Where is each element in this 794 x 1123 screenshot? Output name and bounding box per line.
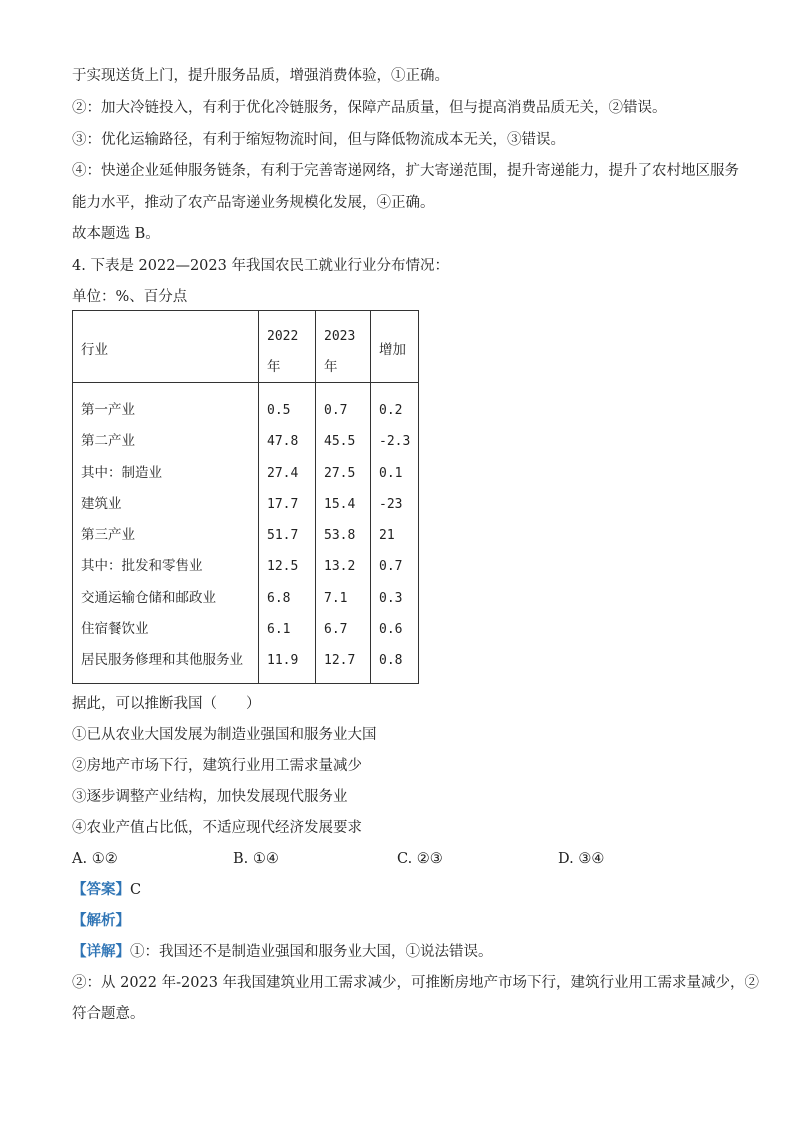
intro-line-1: 于实现送货上门，提升服务品质，增强消费体验，①正确。: [72, 68, 449, 84]
cell-change: 0.3: [379, 590, 403, 606]
option-c: C. ②③: [397, 851, 443, 867]
option-a: A. ①②: [72, 851, 118, 867]
employment-table: [72, 310, 419, 684]
cell-y2023: 45.5: [324, 434, 356, 450]
header-industry: 行业: [81, 342, 108, 358]
intro-line-3: ③：优化运输路径，有利于缩短物流时间，但与降低物流成本无关，③错误。: [72, 132, 565, 148]
option-b: B. ①④: [233, 851, 279, 867]
cell-industry: 住宿餐饮业: [81, 621, 149, 638]
table-unit: 单位：%、百分点: [72, 289, 188, 305]
y2022-column: [259, 383, 315, 683]
cell-industry: 其中：制造业: [81, 464, 162, 481]
cell-industry: 第二产业: [81, 433, 135, 450]
analysis-line: [72, 911, 130, 931]
cell-y2023: 0.7: [324, 403, 348, 418]
cell-industry: 交通运输仓储和邮政业: [81, 589, 216, 606]
cell-y2022: 6.8: [267, 590, 291, 606]
cell-y2022: 51.7: [267, 528, 299, 544]
cell-change: 0.8: [379, 653, 403, 669]
option-d: D. ③④: [558, 851, 605, 867]
cell-change: -2.3: [379, 434, 411, 450]
detail-line-3: 符合题意。: [72, 1006, 145, 1022]
cell-y2022: 0.5: [267, 403, 291, 418]
cell-y2023: 27.5: [324, 465, 356, 481]
analysis-tag: 【解析】: [72, 912, 130, 929]
statement-1: ①已从农业大国发展为制造业强国和服务业大国: [72, 727, 377, 743]
cell-y2023: 7.1: [324, 590, 348, 606]
cell-industry: 第三产业: [81, 527, 135, 544]
cell-y2023: 53.8: [324, 528, 356, 544]
detail-tag: 【详解】: [72, 943, 130, 960]
cell-y2022: 47.8: [267, 434, 299, 450]
cell-y2022: 27.4: [267, 465, 299, 481]
cell-change: 0.7: [379, 559, 403, 575]
cell-change: 0.2: [379, 403, 403, 418]
cell-industry: 居民服务修理和其他服务业: [81, 652, 243, 669]
cell-y2023: 12.7: [324, 653, 356, 669]
change-column: [371, 383, 418, 683]
cell-y2022: 17.7: [267, 496, 299, 512]
cell-change: 0.6: [379, 622, 403, 638]
cell-industry: 其中：批发和零售业: [81, 558, 203, 575]
question-stem: 4. 下表是 2022—2023 年我国农民工就业行业分布情况：: [72, 258, 449, 274]
intro-line-4: ④：快递企业延伸服务链条，有利于完善寄递网络，扩大寄递范围，提升寄递能力，提升了农村地区服务: [72, 163, 739, 179]
answer-tag: 【答案】: [72, 881, 130, 898]
detail-line-2: ②：从 2022 年-2023 年我国建筑业用工需求减少，可推断房地产市场下行，建筑行业用工需求量减少，②: [72, 975, 760, 991]
header-2022: 2022 年: [267, 329, 299, 375]
cell-industry: 建筑业: [81, 495, 122, 512]
cell-y2022: 11.9: [267, 653, 299, 669]
cell-change: 21: [379, 528, 395, 544]
cell-y2023: 15.4: [324, 496, 356, 512]
detail-line-1: 【详解】①：我国还不是制造业强国和服务业大国，①说法错误。: [72, 943, 493, 960]
cell-industry: 第一产业: [81, 402, 135, 418]
intro-line-5: 能力水平，推动了农产品寄递业务规模化发展，④正确。: [72, 195, 435, 211]
cell-y2022: 6.1: [267, 622, 291, 638]
y2023-column: [316, 383, 370, 683]
statement-3: ③逐步调整产业结构，加快发展现代服务业: [72, 789, 348, 805]
intro-line-2: ②：加大冷链投入，有利于优化冷链服务，保障产品质量，但与提高消费品质无关，②错误。: [72, 100, 667, 116]
question-prompt: 据此，可以推断我国（ ）: [72, 696, 261, 712]
cell-y2023: 13.2: [324, 559, 356, 575]
header-change: 增加: [379, 342, 406, 358]
cell-change: 0.1: [379, 465, 403, 481]
cell-y2023: 6.7: [324, 622, 348, 638]
statement-4: ④农业产值占比低，不适应现代经济发展要求: [72, 820, 362, 836]
industry-column: [73, 383, 258, 683]
answer-value: C: [130, 882, 142, 898]
header-2023: 2023 年: [324, 329, 356, 375]
table-header-row: [73, 311, 419, 383]
statement-2: ②房地产市场下行，建筑行业用工需求量减少: [72, 758, 362, 774]
answer-line: [72, 880, 141, 900]
intro-line-6: 故本题选 B。: [72, 226, 160, 242]
cell-y2022: 12.5: [267, 559, 299, 575]
cell-change: -23: [379, 496, 403, 512]
table-body-row: [73, 383, 419, 684]
